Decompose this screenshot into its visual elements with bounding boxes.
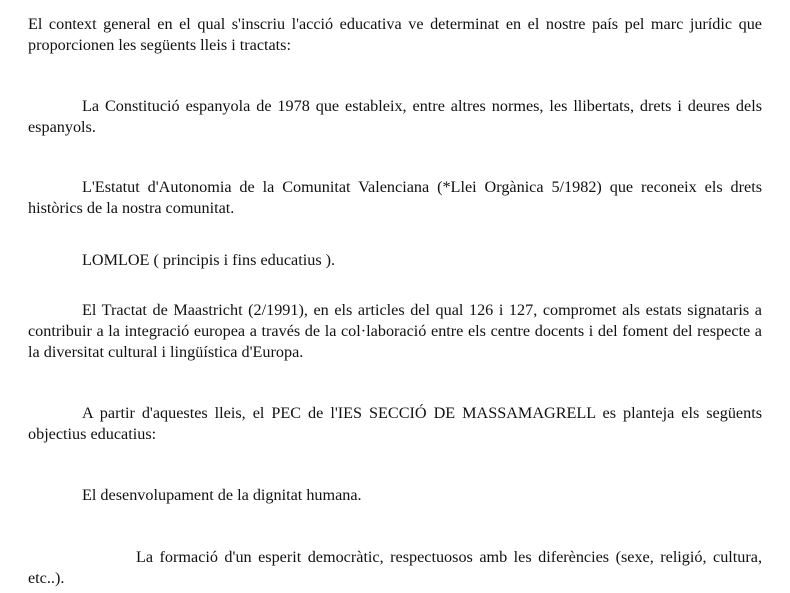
- maastricht-paragraph: El Tractat de Maastricht (2/1991), en els articles del qual 126 i 127, compromet als estats signataris a contribuir a la integració europea a través de la col·laboració entre els centre docents i del foment del respecte a la diversitat cultural i lingüística d'Europa.: [28, 301, 762, 361]
- lomloe-paragraph: LOMLOE ( principis i fins educatius ).: [82, 251, 336, 269]
- statute-paragraph: L'Estatut d'Autonomia de la Comunitat Valenciana (*Llei Orgànica 5/1982) que reconeix els drets històrics de la nostra comunitat.: [28, 178, 762, 217]
- intro-paragraph: El context general en el qual s'inscriu l'acció educativa ve determinat en el nostre país pel marc jurídic que proporcionen les següents lleis i tractats:: [28, 15, 762, 54]
- objectives-intro-paragraph: A partir d'aquestes lleis, el PEC de l'IES SECCIÓ DE MASSAMAGRELL es planteja els següents objectius educatius:: [28, 404, 762, 443]
- objective-democracy-paragraph: La formació d'un esperit democràtic, respectuosos amb les diferències (sexe, religió, cultura, etc..).: [28, 548, 762, 587]
- objective-dignity-paragraph: El desenvolupament de la dignitat humana.: [82, 486, 362, 504]
- constitution-paragraph: La Constitució espanyola de 1978 que estableix, entre altres normes, les llibertats, drets i deures dels espanyols.: [28, 97, 762, 136]
